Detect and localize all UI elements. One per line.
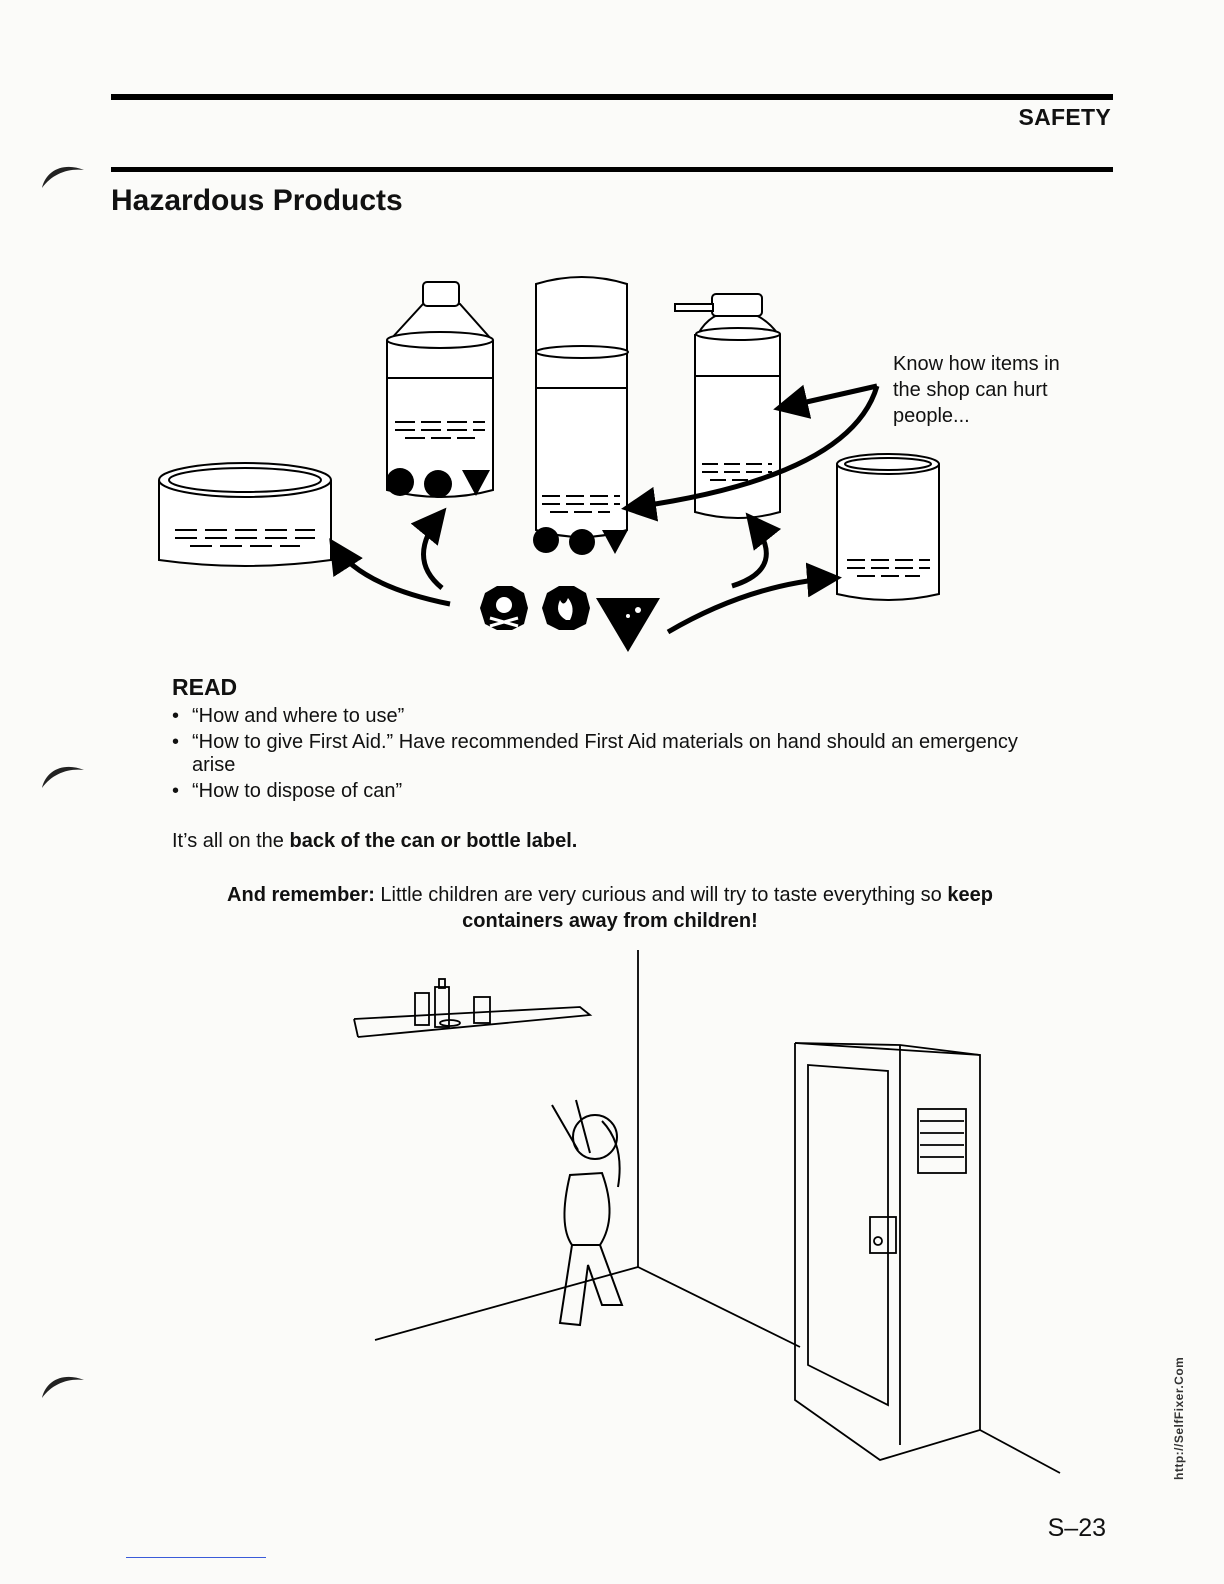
scan-artifact-line [126,1557,266,1558]
side-url: http://SelfFixer.Com [1172,1356,1186,1480]
spray-can [675,294,780,518]
list-item: • “How to give First Aid.” Have recommended First Aid materials on hand should an emergency arise [172,731,1032,777]
binder-hole-mark [36,760,88,792]
child-figure [552,1100,622,1325]
paint-can [837,454,939,600]
shelf-bottles [415,979,490,1027]
header-rule-top [111,94,1113,100]
binder-hole-mark [36,160,88,192]
locked-cabinet [795,1043,980,1460]
hazard-symbol-row [480,586,660,652]
remember-text: Little children are very curious and will try to taste everything so [374,884,948,906]
remember-paragraph [200,882,1020,934]
remember-emphasis: keep containers away from children! [462,884,993,932]
label-note-prefix: It’s all on the [172,830,290,852]
list-item: • “How and where to use” [172,705,1032,728]
page-number: S–23 [1047,1514,1106,1542]
cone-top-can [387,282,493,497]
label-note-bold: back of the can or bottle label. [289,830,578,852]
wall-shelf [354,1007,590,1037]
section-label: SAFETY [1018,104,1111,130]
remember-lead: And remember: [227,884,375,906]
read-list [172,705,1032,806]
header-rule-bottom [111,167,1113,172]
flammable-icon [542,586,590,630]
read-heading: READ [172,674,238,700]
hazard-containers-illustration [150,268,950,658]
tall-aerosol-can [536,277,628,537]
poison-icon [480,586,528,630]
list-item: • “How to dispose of can” [172,780,1032,803]
label-note [172,830,577,853]
explosive-icon [596,598,660,652]
shallow-tin-can [159,463,331,566]
binder-hole-mark [36,1370,88,1402]
child-safety-illustration [340,945,1070,1485]
callout-text: Know how items in the shop can hurt people... [893,353,1060,427]
page-title: Hazardous Products [111,184,403,217]
